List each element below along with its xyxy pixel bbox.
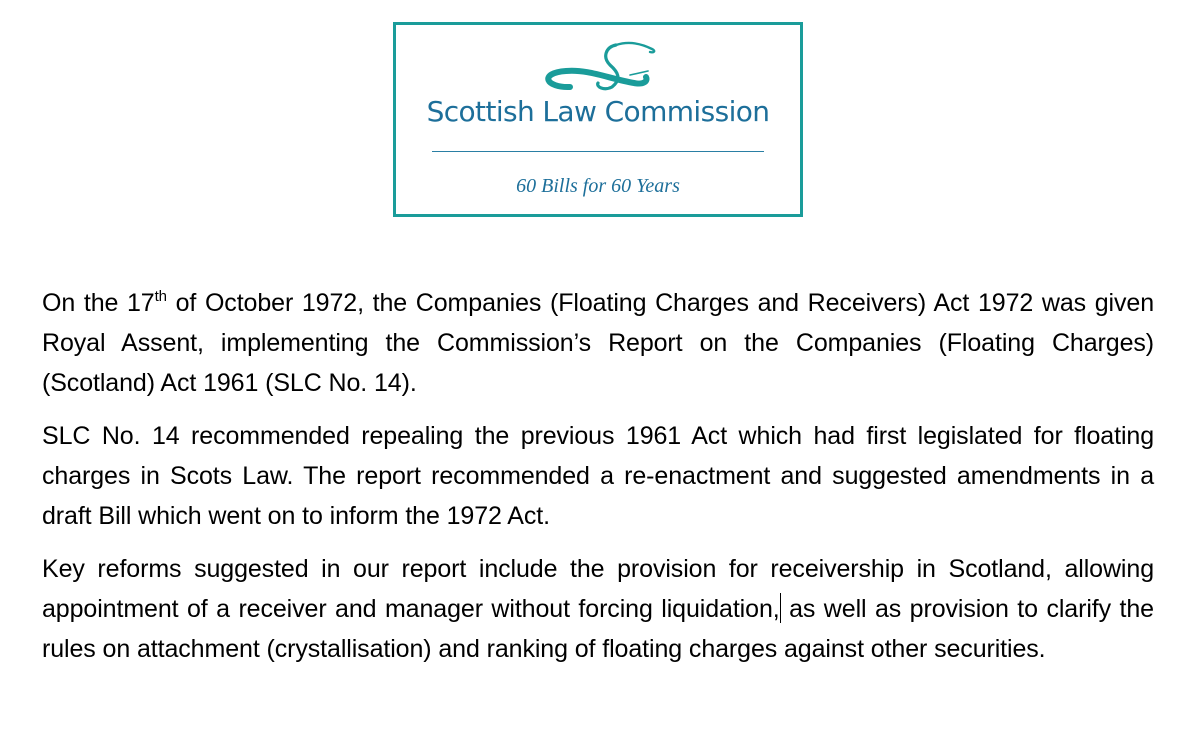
- slc-s-logo-icon: [540, 39, 666, 91]
- logo-divider: [432, 151, 764, 152]
- logo-tagline: 60 Bills for 60 Years: [516, 175, 680, 197]
- paragraph-3: [42, 549, 1154, 669]
- paragraph-1-text: On the 17: [42, 289, 155, 317]
- logo-box: [393, 22, 803, 217]
- paragraph-2: SLC No. 14 recommended repealing the previous 1961 Act which had first legislated for floating charges in Scots Law. The report recommended a re-enactment and suggested amendments in a draft Bill which went on to inform the 1972 Act.: [42, 422, 1154, 530]
- ordinal-suffix: th: [154, 288, 167, 305]
- paragraph-3-text-cont: as well as provision to clarify the rules on attachment (crystallisation) and ranking of floating charges against other securities.: [42, 595, 1154, 663]
- paragraph-3-text: Key reforms suggested in our report include the provision for receivership in Scotland, allowing appointment of a receiver and manager without forcing liquidation,: [42, 555, 1154, 623]
- paragraph-1-text-cont: of October 1972, the Companies (Floating Charges and Receivers) Act 1972 was given Royal Assent, implementing the Commission’s Report on the Companies (Floating Charges) (Scotland) Act 1961 (SLC No. 14).: [42, 289, 1154, 397]
- article-body: [42, 283, 1154, 669]
- paragraph-1: [42, 283, 1154, 403]
- organisation-name: Scottish Law Commission: [426, 95, 770, 128]
